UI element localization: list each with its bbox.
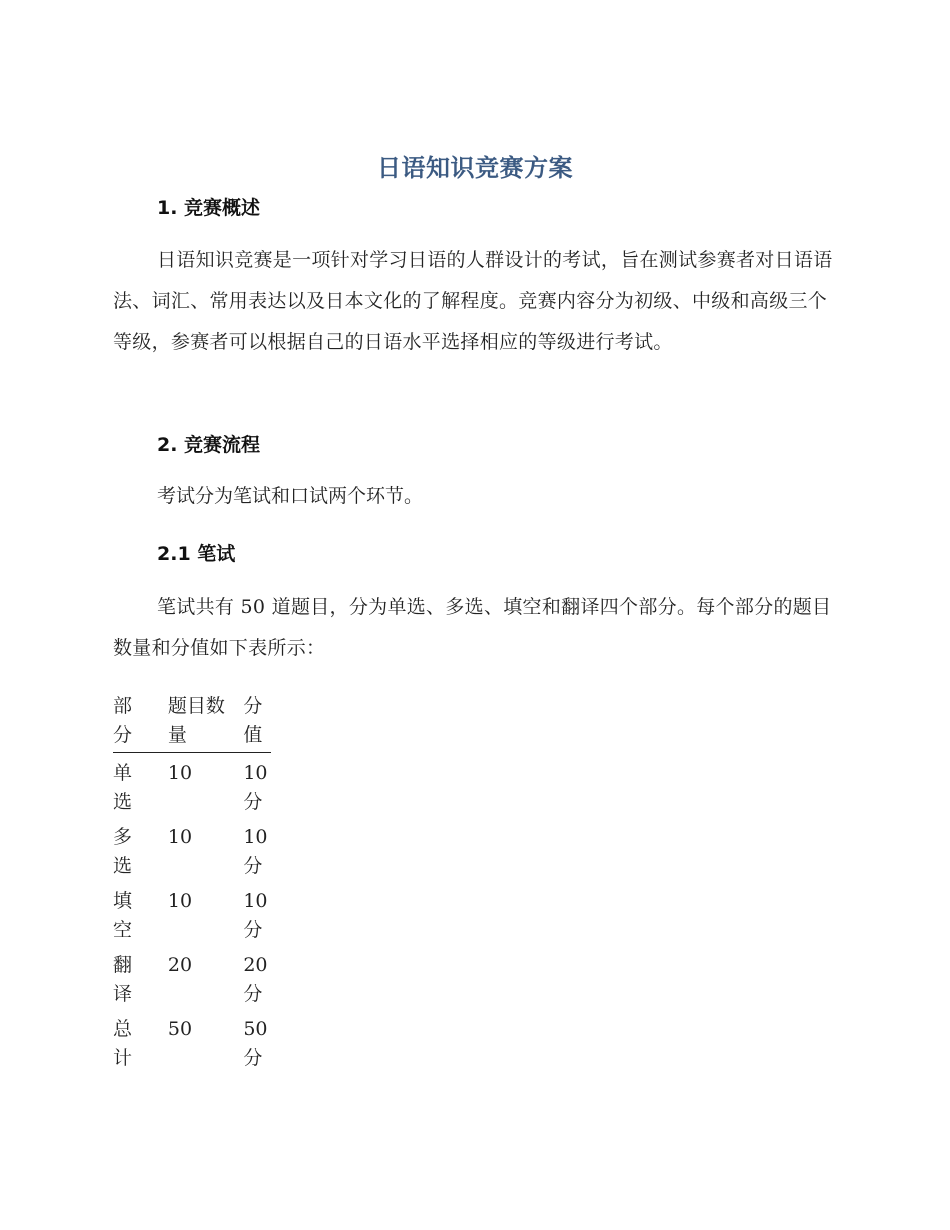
table-cell-points: 20分	[243, 954, 268, 1005]
table-header-section: 部分	[113, 695, 133, 746]
table-cell-points: 10分	[243, 826, 268, 877]
section-heading-overview: 1. 竞赛概述	[157, 197, 261, 219]
table-cell-count: 10	[167, 890, 193, 912]
written-exam-paragraph: 笔试共有 50 道题目，分为单选、多选、填空和翻译四个部分。每个部分的题目数量和分值如下表所示：	[113, 596, 832, 659]
table-cell-count: 10	[167, 762, 193, 784]
table-cell-count: 50	[167, 1018, 193, 1040]
overview-paragraph: 日语知识竞赛是一项针对学习日语的人群设计的考试，旨在测试参赛者对日语语法、词汇、常用表达以及日本文化的了解程度。竞赛内容分为初级、中级和高级三个等级，参赛者可以根据自己的日语水平选择相应的等级进行考试。	[113, 249, 833, 353]
table-cell-count: 20	[167, 954, 193, 976]
table-header-count: 题目数量	[167, 695, 225, 746]
section-heading-process: 2. 竞赛流程	[157, 434, 261, 456]
table-cell-section: 总计	[113, 1018, 133, 1069]
table-row	[113, 753, 271, 818]
table-cell-section: 翻译	[113, 954, 133, 1005]
table-cell-points: 10分	[243, 762, 268, 813]
process-paragraph: 考试分为笔试和口试两个环节。	[157, 485, 424, 507]
table-cell-section: 单选	[113, 762, 133, 813]
document-title: 日语知识竞赛方案	[377, 154, 573, 182]
table-cell-points: 10分	[243, 890, 268, 941]
table-cell-section: 多选	[113, 826, 133, 877]
table-row	[113, 1009, 271, 1073]
table-row	[113, 881, 271, 945]
table-header-points: 分值	[243, 695, 263, 746]
table-row	[113, 945, 271, 1009]
table-cell-count: 10	[167, 826, 193, 848]
section-heading-written-exam: 2.1 笔试	[157, 543, 236, 565]
table-cell-section: 填空	[113, 890, 133, 941]
table-row	[113, 817, 271, 881]
score-table	[113, 692, 271, 1073]
table-header-row	[113, 692, 271, 753]
table-cell-points: 50分	[243, 1018, 268, 1069]
